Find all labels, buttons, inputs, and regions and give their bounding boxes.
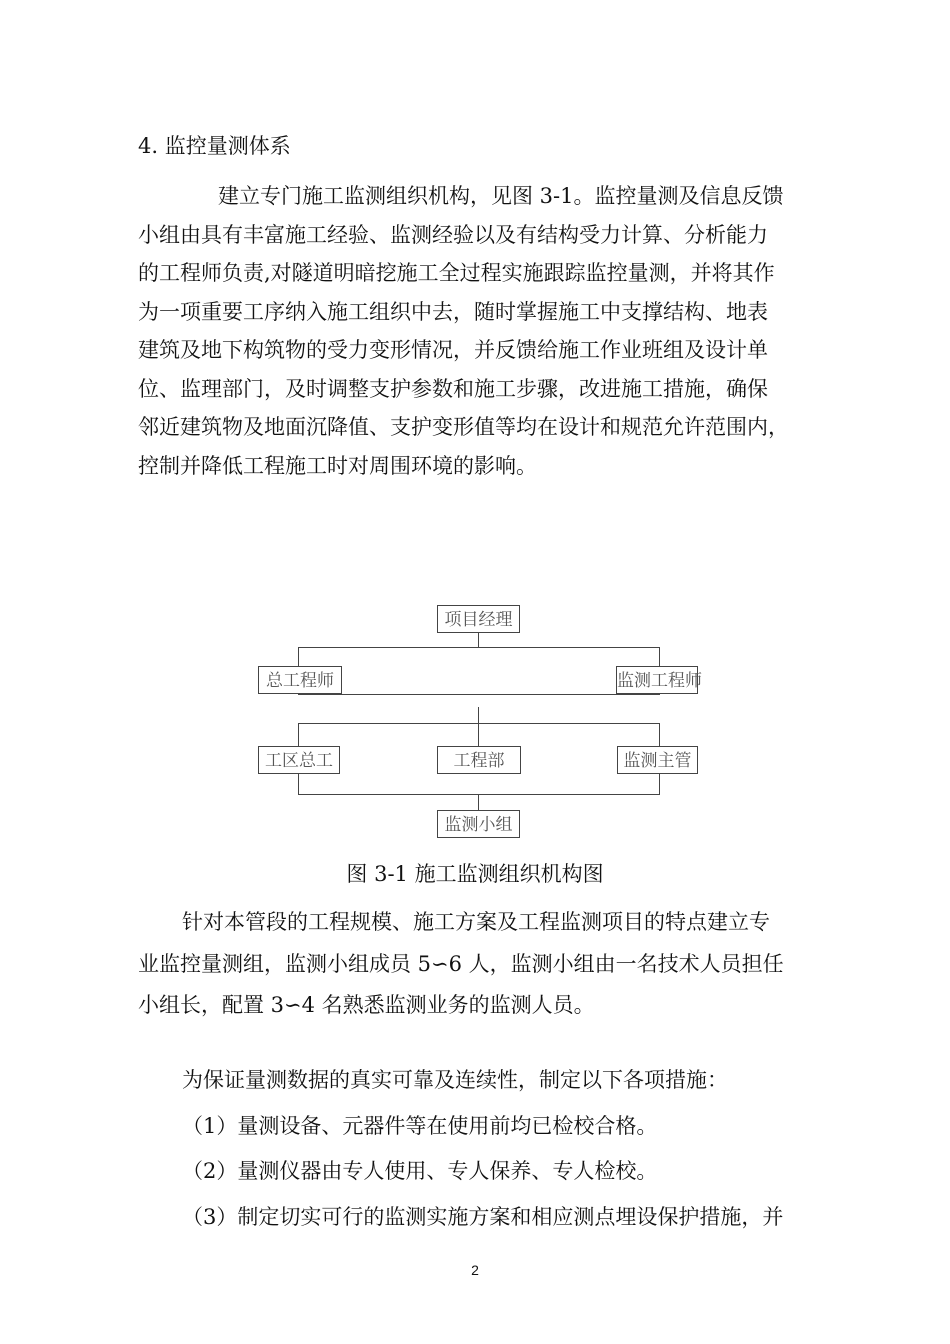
node-monitoring-supervisor: 监测主管: [617, 746, 698, 774]
paragraph-1-line: 为一项重要工序纳入施工组织中去，随时掌握施工中支撑结构、地表: [138, 299, 768, 324]
paragraph-1-line: 的工程师负责,对隧道明暗挖施工全过程实施跟踪监控量测，并将其作: [138, 261, 775, 285]
node-work-area-chief: 工区总工: [258, 746, 340, 774]
paragraph-1-line: 邻近建筑物及地面沉降值、支护变形值等均在设计和规范允许范围内，: [138, 415, 789, 439]
node-monitoring-engineer: 监测工程师: [616, 666, 698, 694]
paragraph-1-line: 控制并降低工程施工时对周围环境的影响。: [138, 453, 537, 478]
paragraph-1-line: 建筑及地下构筑物的受力变形情况，并反馈给施工作业班组及设计单: [138, 338, 768, 362]
connector-line: [478, 633, 479, 647]
node-engineering-dept: 工程部: [437, 746, 521, 774]
connector-line: [298, 647, 660, 648]
paragraph-2: [138, 902, 828, 1027]
org-chart: [258, 605, 702, 840]
page-number: 2: [471, 1262, 479, 1278]
paragraph-1-line: 位、监理部门，及时调整支护参数和施工步骤，改进施工措施，确保: [138, 376, 768, 401]
paragraph-2-line: 业监控量测组，监测小组成员 5∽6 人，监测小组由一名技术人员担任: [138, 951, 784, 976]
node-monitoring-team: 监测小组: [437, 810, 520, 838]
section-heading: 4. 监控量测体系: [138, 134, 291, 158]
connector-line: [478, 794, 479, 811]
connector-line: [478, 723, 479, 747]
paragraph-2-line: 针对本管段的工程规模、施工方案及工程监测项目的特点建立专: [182, 910, 770, 934]
measure-item: （3）制定切实可行的监测实施方案和相应测点埋设保护措施，并: [182, 1204, 784, 1229]
connector-line: [298, 694, 660, 695]
node-project-manager: 项目经理: [437, 605, 520, 633]
paragraph-2-line: 小组长，配置 3∽4 名熟悉监测业务的监测人员。: [138, 993, 595, 1017]
paragraph-1-line: 建立专门施工监测组织机构，见图 3-1。监控量测及信息反馈: [218, 184, 784, 208]
connector-line: [478, 707, 479, 723]
measure-item: （1）量测设备、元器件等在使用前均已检校合格。: [182, 1113, 658, 1138]
node-chief-engineer: 总工程师: [258, 666, 342, 694]
paragraph-1: [138, 177, 828, 485]
figure-caption: 图 3-1 施工监测组织机构图: [346, 862, 604, 886]
paragraph-1-line: 小组由具有丰富施工经验、监测经验以及有结构受力计算、分析能力: [138, 222, 768, 247]
measures-intro: 为保证量测数据的真实可靠及连续性，制定以下各项措施：: [182, 1068, 728, 1092]
measures-list: [138, 1060, 828, 1242]
measure-item: （2）量测仪器由专人使用、专人保养、专人检校。: [182, 1159, 658, 1183]
